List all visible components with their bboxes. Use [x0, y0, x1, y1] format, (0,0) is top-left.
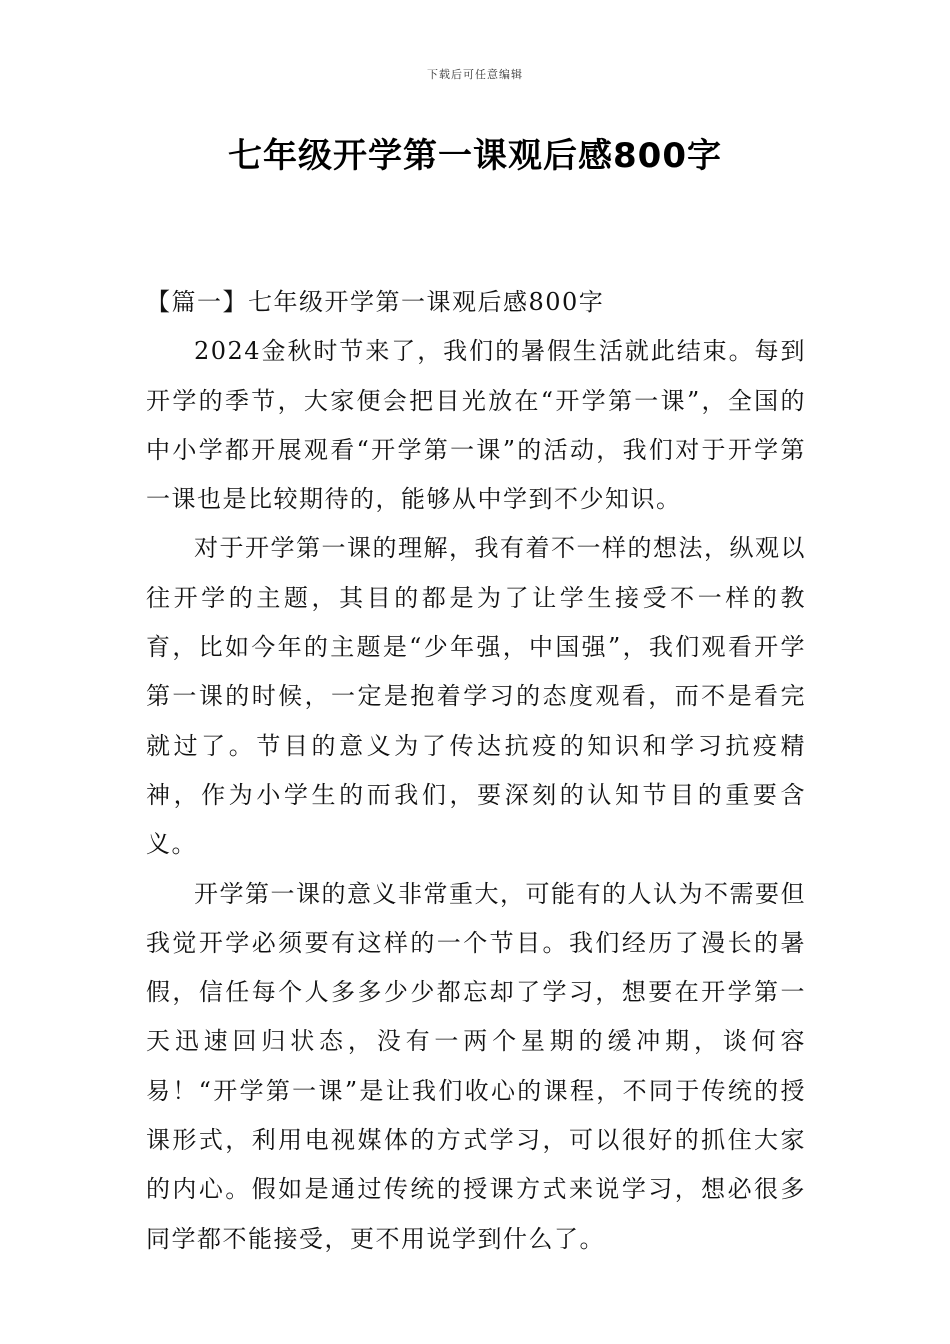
paragraph-3: 开学第一课的意义非常重大，可能有的人认为不需要但我觉开学必须要有这样的一个节目。我们经历了漫长的暑假，信任每个人多多少少都忘却了学习，想要在开学第一天迅速回归状态，没有一两个星期的缓冲期，谈何容易！“开学第一课”是让我们收心的课程，不同于传统的授课形式，利用电视媒体的方式学习，可以很好的抓住大家的内心。假如是通过传统的授课方式来说学习，想必很多同学都不能接受，更不用说学到什么了。 [146, 879, 806, 1253]
section-heading: 【篇一】七年级开学第一课观后感800字 [146, 288, 605, 316]
paragraph-2: 对于开学第一课的理解，我有着不一样的想法，纵观以往开学的主题，其目的都是为了让学生接受不一样的教育，比如今年的主题是“少年强，中国强”，我们观看开学第一课的时候，一定是抱着学习的态度观看，而不是看完就过了。节目的意义为了传达抗疫的知识和学习抗疫精神，作为小学生的而我们，要深刻的认知节目的重要含义。 [146, 534, 806, 859]
document-title: 七年级开学第一课观后感800字 [228, 136, 722, 176]
paragraph-1: 2024金秋时节来了，我们的暑假生活就此结束。每到开学的季节，大家便会把目光放在“开学第一课”，全国的中小学都开展观看“开学第一课”的活动，我们对于开学第一课也是比较期待的，能够从中学到不少知识。 [146, 337, 806, 514]
header-note: 下载后可任意编辑 [427, 68, 523, 81]
document-body [146, 278, 806, 1264]
